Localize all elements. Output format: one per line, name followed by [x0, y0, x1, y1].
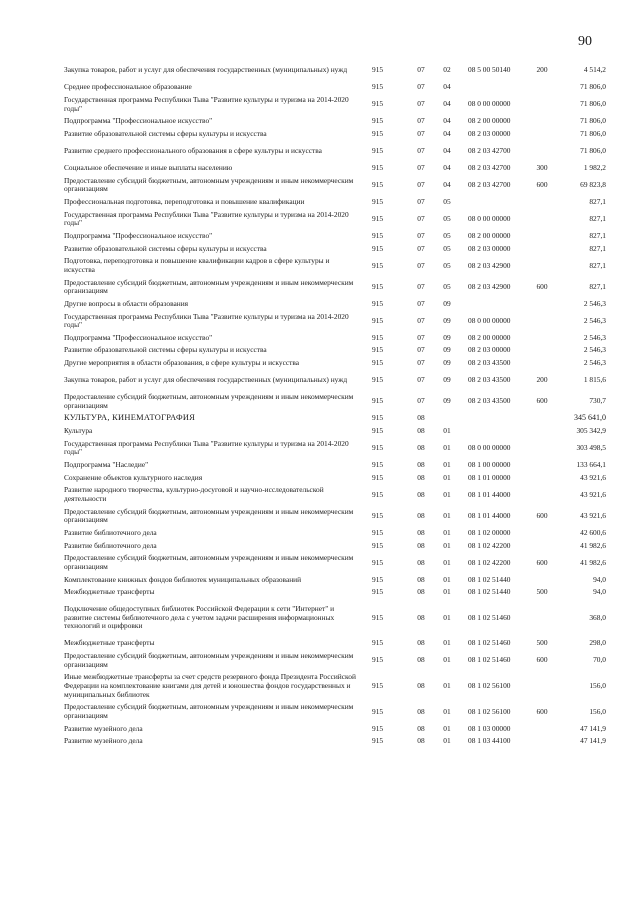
- row-pr-code: 09: [443, 358, 451, 368]
- row-cs-code: 08 2 03 42700: [468, 145, 511, 155]
- row-name: Предоставление субсидий бюджетным, автономным учреждениям и иным некоммерческим организациям: [64, 553, 354, 571]
- table-row: [64, 162, 606, 175]
- row-pr-code: 02: [443, 65, 451, 75]
- row-rz-code: 08: [417, 527, 425, 537]
- row-gr-code: 915: [372, 510, 384, 520]
- row-pr-code: 09: [443, 332, 451, 342]
- row-cs-code: 08 1 02 00000: [468, 527, 511, 537]
- row-cs-code: 08 1 02 51460: [468, 638, 511, 648]
- row-pr-code: 04: [443, 116, 451, 126]
- row-pr-code: 05: [443, 260, 451, 270]
- table-row: [64, 472, 606, 485]
- row-sum: 730,7: [589, 396, 606, 406]
- row-gr-code: 915: [372, 460, 384, 470]
- row-name: Другие вопросы в области образования: [64, 298, 189, 308]
- row-name: Подпрограмма "Профессиональное искусство": [64, 230, 213, 240]
- row-vr-code: 300: [536, 162, 548, 172]
- row-sum: 41 982,6: [580, 557, 606, 567]
- table-row: [64, 310, 606, 331]
- row-gr-code: 915: [372, 706, 384, 716]
- row-sum: 47 141,9: [580, 723, 606, 733]
- row-rz-code: 07: [417, 396, 425, 406]
- row-gr-code: 915: [372, 260, 384, 270]
- row-rz-code: 08: [417, 706, 425, 716]
- row-gr-code: 915: [372, 396, 384, 406]
- row-sum: 71 806,0: [580, 116, 606, 126]
- row-name: Межбюджетные трансферты: [64, 638, 155, 648]
- row-rz-code: 08: [417, 489, 425, 499]
- table-row: [64, 391, 606, 412]
- row-cs-code: 08 1 03 00000: [468, 723, 511, 733]
- row-name: Развитие народного творчества, культурно-досуговой и научно-исследовательской деятельности: [64, 485, 324, 503]
- row-gr-code: 915: [372, 736, 384, 746]
- row-pr-code: 01: [443, 736, 451, 746]
- row-pr-code: 01: [443, 460, 451, 470]
- row-pr-code: 01: [443, 612, 451, 622]
- row-gr-code: 915: [372, 213, 384, 223]
- row-pr-code: 01: [443, 638, 451, 648]
- row-pr-code: 09: [443, 315, 451, 325]
- table-row: [64, 357, 606, 370]
- row-pr-code: 01: [443, 426, 451, 436]
- row-gr-code: 915: [372, 681, 384, 691]
- row-cs-code: 08 5 00 50140: [468, 65, 511, 75]
- table-row: [64, 735, 606, 748]
- row-cs-code: 08 1 02 42200: [468, 540, 511, 550]
- row-rz-code: 07: [417, 230, 425, 240]
- row-rz-code: 08: [417, 638, 425, 648]
- row-vr-code: 200: [536, 375, 548, 385]
- row-rz-code: 07: [417, 358, 425, 368]
- table-row: [64, 506, 606, 527]
- row-cs-code: 08 1 02 51460: [468, 612, 511, 622]
- table-row: [64, 298, 606, 311]
- row-sum: 2 546,3: [583, 358, 606, 368]
- row-rz-code: 08: [417, 574, 425, 584]
- table-row: [64, 332, 606, 345]
- row-name: Государственная программа Республики Тыва "Развитие культуры и туризма на 2014-2020 годы": [64, 438, 349, 457]
- row-rz-code: 07: [417, 65, 425, 75]
- row-rz-code: 08: [417, 472, 425, 482]
- row-cs-code: 08 2 03 42700: [468, 162, 511, 172]
- row-rz-code: 07: [417, 375, 425, 385]
- row-rz-code: 08: [417, 723, 425, 733]
- row-sum: 47 141,9: [580, 736, 606, 746]
- table-row: [64, 540, 606, 553]
- row-name: Предоставление субсидий бюджетным, автономным учреждениям и иным некоммерческим организациям: [64, 392, 354, 410]
- row-pr-code: 01: [443, 557, 451, 567]
- row-sum: 71 806,0: [580, 99, 606, 109]
- row-sum: 42 600,6: [580, 527, 606, 537]
- row-sum: 133 664,1: [576, 460, 606, 470]
- row-cs-code: 08 1 02 51460: [468, 655, 511, 665]
- table-row: [64, 277, 606, 298]
- row-vr-code: 600: [536, 396, 548, 406]
- row-gr-code: 915: [372, 99, 384, 109]
- row-name: Другие мероприятия в области образования, в сфере культуры и искусства: [64, 358, 300, 368]
- row-cs-code: 08 0 00 00000: [468, 213, 511, 223]
- row-sum: 2 546,3: [583, 332, 606, 342]
- row-gr-code: 915: [372, 162, 384, 172]
- row-sum: 2 546,3: [583, 315, 606, 325]
- row-gr-code: 915: [372, 489, 384, 499]
- row-pr-code: 01: [443, 706, 451, 716]
- page-number: 90: [578, 34, 592, 49]
- row-pr-code: 09: [443, 298, 451, 308]
- row-pr-code: 05: [443, 196, 451, 206]
- row-rz-code: 07: [417, 298, 425, 308]
- row-pr-code: 05: [443, 243, 451, 253]
- row-gr-code: 915: [372, 413, 384, 423]
- row-gr-code: 915: [372, 638, 384, 648]
- row-gr-code: 915: [372, 315, 384, 325]
- row-sum: 94,0: [593, 587, 606, 597]
- row-name: КУЛЬТУРА, КИНЕМАТОГРАФИЯ: [64, 413, 196, 423]
- row-cs-code: 08 2 03 42900: [468, 281, 511, 291]
- row-sum: 298,0: [589, 638, 606, 648]
- row-gr-code: 915: [372, 426, 384, 436]
- row-sum: 827,1: [589, 260, 606, 270]
- row-sum: 69 823,8: [580, 179, 606, 189]
- row-rz-code: 07: [417, 213, 425, 223]
- row-vr-code: 200: [536, 65, 548, 75]
- table-row: [64, 344, 606, 357]
- table-row: [64, 175, 606, 196]
- row-gr-code: 915: [372, 587, 384, 597]
- row-sum: 43 921,6: [580, 472, 606, 482]
- row-name: Развитие среднего профессионального образования в сфере культуры и искусства: [64, 145, 322, 155]
- row-cs-code: 08 2 03 43500: [468, 375, 511, 385]
- table-row: [64, 701, 606, 722]
- table-row: [64, 255, 606, 276]
- row-pr-code: 01: [443, 655, 451, 665]
- table-row: [64, 94, 606, 115]
- row-sum: 345 641,0: [574, 413, 606, 423]
- row-vr-code: 500: [536, 587, 548, 597]
- row-name: Социальное обеспечение и иные выплаты населению: [64, 162, 233, 172]
- row-vr-code: 600: [536, 510, 548, 520]
- row-gr-code: 915: [372, 281, 384, 291]
- row-rz-code: 07: [417, 145, 425, 155]
- row-sum: 71 806,0: [580, 128, 606, 138]
- row-cs-code: 08 1 02 56100: [468, 681, 511, 691]
- row-name: Сохранение объектов культурного наследия: [64, 472, 203, 482]
- row-pr-code: 04: [443, 99, 451, 109]
- row-name: Развитие библиотечного дела: [64, 540, 157, 550]
- row-rz-code: 08: [417, 681, 425, 691]
- row-gr-code: 915: [372, 145, 384, 155]
- row-pr-code: 09: [443, 396, 451, 406]
- row-cs-code: 08 2 03 42700: [468, 179, 511, 189]
- row-gr-code: 915: [372, 655, 384, 665]
- row-cs-code: 08 1 03 44100: [468, 736, 511, 746]
- row-name: Комплектование книжных фондов библиотек муниципальных образований: [64, 574, 302, 584]
- row-rz-code: 08: [417, 443, 425, 453]
- row-gr-code: 915: [372, 243, 384, 253]
- row-rz-code: 08: [417, 510, 425, 520]
- row-pr-code: 04: [443, 179, 451, 189]
- row-pr-code: 01: [443, 723, 451, 733]
- row-pr-code: 01: [443, 587, 451, 597]
- row-name: Развитие библиотечного дела: [64, 527, 157, 537]
- row-name: Закупка товаров, работ и услуг для обеспечения государственных (муниципальных) нужд: [64, 65, 348, 75]
- table-row: [64, 141, 606, 162]
- row-name: Профессиональная подготовка, переподготовка и повышение квалификации: [64, 196, 305, 206]
- row-gr-code: 915: [372, 128, 384, 138]
- table-row: [64, 552, 606, 573]
- row-cs-code: 08 0 00 00000: [468, 99, 511, 109]
- row-name: Государственная программа Республики Тыва "Развитие культуры и туризма на 2014-2020 годы": [64, 209, 349, 228]
- row-sum: 827,1: [589, 196, 606, 206]
- row-sum: 827,1: [589, 281, 606, 291]
- row-name: Подпрограмма "Наследие": [64, 460, 149, 470]
- row-pr-code: 01: [443, 510, 451, 520]
- row-gr-code: 915: [372, 82, 384, 92]
- row-gr-code: 915: [372, 557, 384, 567]
- row-rz-code: 07: [417, 332, 425, 342]
- row-sum: 43 921,6: [580, 510, 606, 520]
- row-gr-code: 915: [372, 196, 384, 206]
- table-row: [64, 209, 606, 230]
- row-sum: 368,0: [589, 612, 606, 622]
- row-pr-code: 04: [443, 128, 451, 138]
- row-cs-code: 08 1 01 44000: [468, 510, 511, 520]
- table-row: [64, 599, 606, 638]
- row-pr-code: 09: [443, 345, 451, 355]
- row-rz-code: 08: [417, 587, 425, 597]
- row-name: Предоставление субсидий бюджетным, автономным учреждениям и иным некоммерческим организациям: [64, 506, 354, 525]
- row-cs-code: 08 2 03 43500: [468, 358, 511, 368]
- row-gr-code: 915: [372, 472, 384, 482]
- row-cs-code: 08 1 01 00000: [468, 472, 511, 482]
- row-rz-code: 07: [417, 82, 425, 92]
- row-cs-code: 08 0 00 00000: [468, 443, 511, 453]
- row-pr-code: 05: [443, 281, 451, 291]
- row-rz-code: 07: [417, 260, 425, 270]
- row-rz-code: 07: [417, 315, 425, 325]
- table-row: [64, 586, 606, 599]
- row-name: Закупка товаров, работ и услуг для обеспечения государственных (муниципальных) нужд: [64, 375, 348, 385]
- row-sum: 303 498,5: [576, 443, 606, 453]
- row-rz-code: 07: [417, 179, 425, 189]
- row-pr-code: 09: [443, 375, 451, 385]
- row-name: Иные межбюджетные трансферты за счет средств резервного фонда Президента Российской Федерации на комплектование книгами для детей и юношества фондов государственных и муниципальных библиотек: [64, 672, 356, 699]
- budget-table: [64, 60, 606, 748]
- row-cs-code: 08 2 03 43500: [468, 396, 511, 406]
- row-sum: 94,0: [593, 574, 606, 584]
- row-gr-code: 915: [372, 298, 384, 308]
- row-pr-code: 01: [443, 527, 451, 537]
- row-sum: 827,1: [589, 213, 606, 223]
- row-gr-code: 915: [372, 443, 384, 453]
- row-rz-code: 07: [417, 243, 425, 253]
- row-name: Предоставление субсидий бюджетным, автономным учреждениям и иным некоммерческим организациям: [64, 175, 354, 194]
- table-row: [64, 81, 606, 94]
- row-gr-code: 915: [372, 723, 384, 733]
- row-vr-code: 600: [536, 706, 548, 716]
- row-rz-code: 07: [417, 345, 425, 355]
- row-name: Государственная программа Республики Тыва "Развитие культуры и туризма на 2014-2020 годы": [64, 311, 349, 330]
- row-pr-code: 01: [443, 443, 451, 453]
- row-name: Предоставление субсидий бюджетным, автономным учреждениям и иным некоммерческим организациям: [64, 702, 354, 721]
- row-name: Среднее профессиональное образование: [64, 82, 192, 92]
- row-sum: 1 815,6: [583, 375, 606, 385]
- row-cs-code: 08 1 02 42200: [468, 557, 511, 567]
- row-rz-code: 07: [417, 99, 425, 109]
- row-cs-code: 08 2 03 00000: [468, 345, 511, 355]
- row-cs-code: 08 2 00 00000: [468, 116, 511, 126]
- row-name: Развитие музейного дела: [64, 723, 143, 733]
- row-vr-code: 600: [536, 655, 548, 665]
- row-cs-code: 08 1 02 56100: [468, 706, 511, 716]
- row-name: Подготовка, переподготовка и повышение квалификации кадров в сфере культуры и искусства: [64, 256, 330, 274]
- row-cs-code: 08 1 02 51440: [468, 574, 511, 584]
- row-gr-code: 915: [372, 527, 384, 537]
- row-cs-code: 08 0 00 00000: [468, 315, 511, 325]
- row-cs-code: 08 1 00 00000: [468, 460, 511, 470]
- row-name: Развитие образовательной системы сферы культуры и искусства: [64, 243, 267, 253]
- row-pr-code: 04: [443, 82, 451, 92]
- table-row: [64, 671, 606, 701]
- row-cs-code: 08 2 03 42900: [468, 260, 511, 270]
- table-row: [64, 723, 606, 736]
- row-rz-code: 08: [417, 557, 425, 567]
- row-sum: 827,1: [589, 230, 606, 240]
- row-rz-code: 08: [417, 540, 425, 550]
- table-row: [64, 196, 606, 209]
- row-rz-code: 08: [417, 612, 425, 622]
- row-pr-code: 01: [443, 472, 451, 482]
- row-sum: 70,0: [593, 655, 606, 665]
- row-gr-code: 915: [372, 345, 384, 355]
- row-pr-code: 05: [443, 230, 451, 240]
- row-gr-code: 915: [372, 332, 384, 342]
- row-pr-code: 04: [443, 162, 451, 172]
- table-row: [64, 527, 606, 540]
- row-pr-code: 04: [443, 145, 451, 155]
- row-sum: 827,1: [589, 243, 606, 253]
- row-gr-code: 915: [372, 230, 384, 240]
- table-row: [64, 370, 606, 391]
- row-rz-code: 07: [417, 196, 425, 206]
- row-rz-code: 07: [417, 116, 425, 126]
- row-name: Межбюджетные трансферты: [64, 587, 155, 597]
- row-sum: 71 806,0: [580, 82, 606, 92]
- table-row: [64, 412, 606, 425]
- row-pr-code: 01: [443, 574, 451, 584]
- row-cs-code: 08 1 02 51440: [468, 587, 511, 597]
- table-row: [64, 438, 606, 459]
- row-rz-code: 08: [417, 460, 425, 470]
- table-row: [64, 115, 606, 128]
- table-row: [64, 60, 606, 81]
- row-pr-code: 01: [443, 681, 451, 691]
- row-vr-code: 600: [536, 179, 548, 189]
- row-pr-code: 01: [443, 489, 451, 499]
- row-sum: 1 982,2: [583, 162, 606, 172]
- row-cs-code: 08 2 00 00000: [468, 332, 511, 342]
- table-row: [64, 574, 606, 587]
- row-sum: 305 342,9: [576, 426, 606, 436]
- row-pr-code: 05: [443, 213, 451, 223]
- row-name: Подключение общедоступных библиотек Российской Федерации к сети "Интернет" и развитие системы библиотечного дела с учетом задачи расширения информационных технологий и оцифровки: [64, 604, 335, 631]
- row-name: Развитие образовательной системы сферы культуры и искусства: [64, 345, 267, 355]
- row-rz-code: 07: [417, 281, 425, 291]
- table-row: [64, 243, 606, 256]
- row-vr-code: 600: [536, 281, 548, 291]
- row-gr-code: 915: [372, 540, 384, 550]
- table-row: [64, 425, 606, 438]
- row-rz-code: 08: [417, 736, 425, 746]
- row-sum: 43 921,6: [580, 489, 606, 499]
- row-pr-code: 01: [443, 540, 451, 550]
- row-cs-code: 08 2 03 00000: [468, 128, 511, 138]
- table-row: [64, 637, 606, 650]
- row-name: Предоставление субсидий бюджетным, автономным учреждениям и иным некоммерческим организациям: [64, 277, 354, 296]
- row-gr-code: 915: [372, 574, 384, 584]
- table-row: [64, 459, 606, 472]
- row-gr-code: 915: [372, 179, 384, 189]
- row-gr-code: 915: [372, 375, 384, 385]
- row-rz-code: 08: [417, 655, 425, 665]
- row-name: Развитие музейного дела: [64, 736, 143, 746]
- row-rz-code: 07: [417, 162, 425, 172]
- row-sum: 71 806,0: [580, 145, 606, 155]
- row-name: Подпрограмма "Профессиональное искусство": [64, 332, 213, 342]
- row-sum: 2 546,3: [583, 298, 606, 308]
- row-vr-code: 600: [536, 557, 548, 567]
- row-name: Культура: [64, 426, 93, 436]
- row-sum: 156,0: [589, 681, 606, 691]
- row-gr-code: 915: [372, 358, 384, 368]
- row-sum: 4 514,2: [583, 65, 606, 75]
- row-name: Государственная программа Республики Тыва "Развитие культуры и туризма на 2014-2020 годы": [64, 95, 349, 113]
- row-vr-code: 500: [536, 638, 548, 648]
- table-row: [64, 230, 606, 243]
- row-sum: 156,0: [589, 706, 606, 716]
- row-name: Подпрограмма "Профессиональное искусство": [64, 116, 213, 126]
- table-row: [64, 484, 606, 505]
- table-row: [64, 128, 606, 141]
- row-rz-code: 07: [417, 128, 425, 138]
- row-sum: 41 982,6: [580, 540, 606, 550]
- row-gr-code: 915: [372, 116, 384, 126]
- row-gr-code: 915: [372, 65, 384, 75]
- row-sum: 2 546,3: [583, 345, 606, 355]
- row-cs-code: 08 1 01 44000: [468, 489, 511, 499]
- row-cs-code: 08 2 03 00000: [468, 243, 511, 253]
- row-gr-code: 915: [372, 612, 384, 622]
- row-cs-code: 08 2 00 00000: [468, 230, 511, 240]
- row-rz-code: 08: [417, 413, 425, 423]
- row-rz-code: 08: [417, 426, 425, 436]
- row-name: Предоставление субсидий бюджетным, автономным учреждениям и иным некоммерческим организациям: [64, 651, 354, 669]
- row-name: Развитие образовательной системы сферы культуры и искусства: [64, 128, 267, 138]
- table-row: [64, 650, 606, 671]
